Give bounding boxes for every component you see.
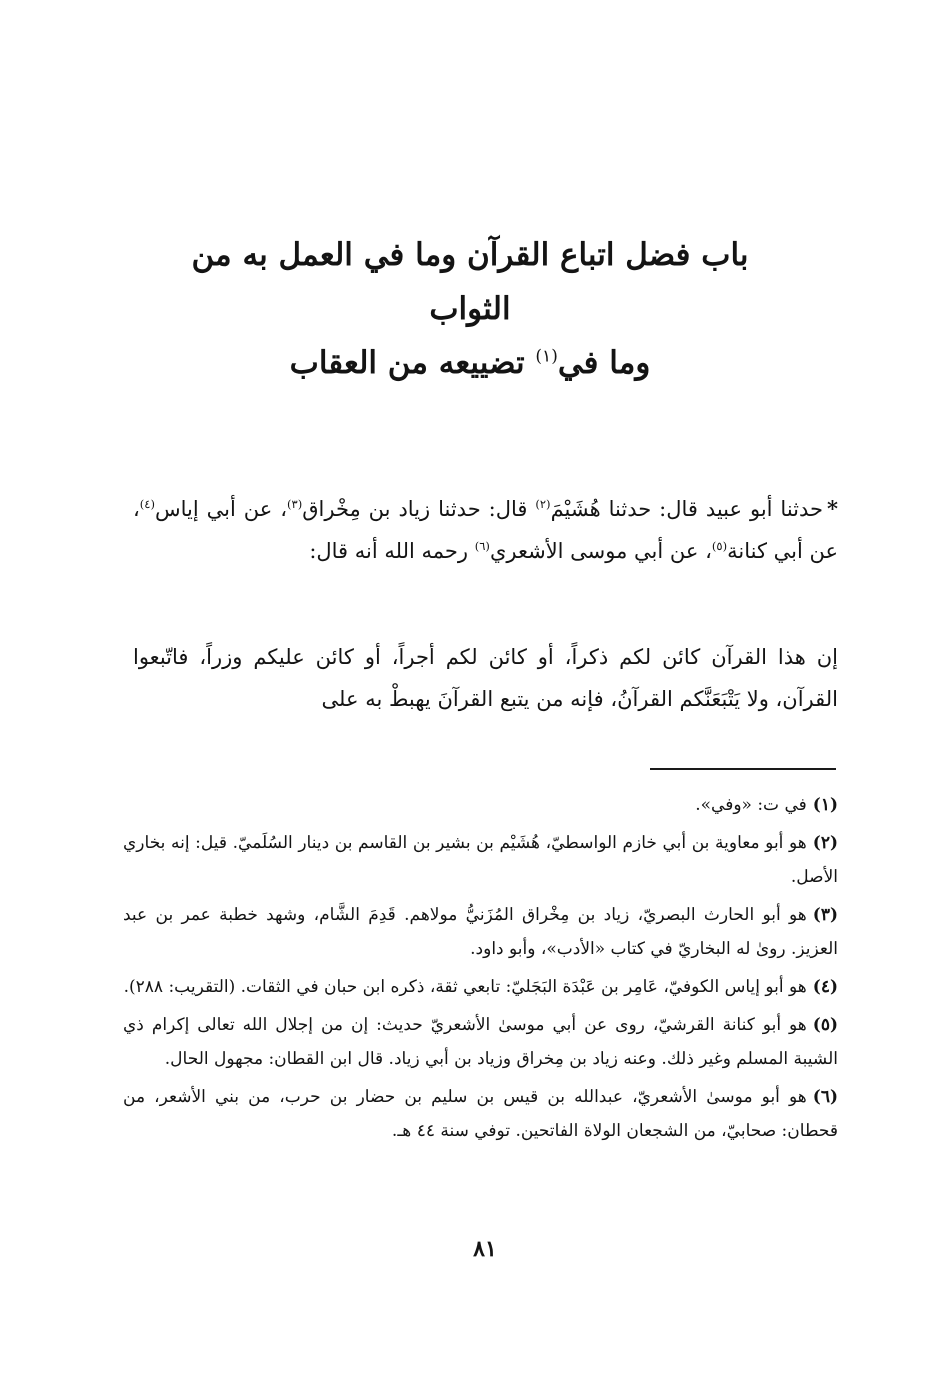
footnote-separator (650, 768, 836, 770)
footnote-3 (123, 898, 838, 966)
footnote-number: (٦) (812, 1087, 838, 1107)
footnote-number: (١) (812, 795, 838, 815)
footnote-text: هو أبو كنانة القرشيّ، روى عن أبي موسىٰ الأشعريّ حديث: إن من إجلال الله تعالى إكرام ذي الشيبة المسلم وغير ذلك. وعنه زياد بن مِخراق وزياد بن أبي زياد. قال ابن القطان: مجهول الحال. (123, 1015, 838, 1069)
footnote-5 (123, 1008, 838, 1076)
footnote-number: (٣) (812, 905, 838, 925)
footnote-2 (123, 826, 838, 894)
footnote-number: (٤) (812, 977, 838, 997)
chapter-title-line-2 (150, 336, 790, 390)
footnote-ref-3: (٣) (287, 497, 303, 511)
footnote-number: (٢) (812, 833, 838, 853)
footnotes-section (123, 788, 838, 1152)
isnad-part-5: ، عن أبي موسى الأشعري (489, 539, 712, 563)
footnote-number: (٥) (812, 1015, 838, 1035)
footnote-6 (123, 1080, 838, 1148)
footnote-text: هو أبو معاوية بن أبي خازم الواسطيّ، هُشَيْم بن بشير بن القاسم بن دينار السُلَميّ. قيل: إنه بخاري الأصل. (123, 833, 838, 887)
page-number: ٨١ (473, 1236, 497, 1262)
chapter-title (150, 228, 790, 390)
isnad-paragraph (133, 488, 838, 572)
isnad-part-6: رحمه الله أنه قال: (309, 539, 475, 563)
footnote-4 (123, 970, 838, 1004)
footnote-text: هو أبو الحارث البصريّ، زياد بن مِخْراق المُزَنيُّ مولاهم. قَدِمَ الشَّام، وشهد خطبة عمر بن عبد العزيز. روىٰ له البخاريّ في كتاب «الأدب»، وأبو داود. (123, 905, 838, 959)
chapter-title-line-2-end: تضييعه من العقاب (289, 345, 536, 381)
footnote-ref-2: (٢) (535, 497, 551, 511)
footnote-1 (123, 788, 838, 822)
footnote-ref-1: (١) (535, 346, 558, 367)
chapter-title-line-1: باب فضل اتباع القرآن وما في العمل به من الثواب (191, 237, 749, 327)
footnote-text: هو أبو موسىٰ الأشعريّ، عبدالله بن قيس بن سليم بن حضار بن حرب، من بني الأشعر، من قحطان: صحابيّ، من الشجعان الولاة الفاتحين. توفي سنة ٤٤ هـ. (123, 1087, 838, 1141)
isnad-part-2: قال: حدثنا زياد بن مِخْراق (302, 497, 536, 521)
chapter-title-line-2-start: وما في (557, 345, 651, 381)
isnad-part-4: ، عن أبي كنانة (133, 497, 838, 563)
footnote-text: هو أبو إياس الكوفيّ، عَامِر بن عَبْدَة البَجَليّ: تابعي ثقة، ذكره ابن حبان في الثقات. (التقريب: ٢٨٨). (123, 977, 807, 997)
isnad-part-1: حدثنا أبو عبيد قال: حدثنا هُشَيْمَ (550, 497, 824, 521)
footnote-ref-6: (٦) (474, 539, 490, 553)
footnote-text: في ت: «وفي». (695, 795, 807, 815)
matn-paragraph: إن هذا القرآن كائن لكم ذكراً، أو كائن لكم أجراً، أو كائن عليكم وزراً، فاتّبعوا القرآن، ولا يَتْبَعَنَّكم القرآنُ، فإنه من يتبع القرآنَ يهبطْ به على (133, 645, 838, 711)
footnote-ref-4: (٤) (139, 497, 156, 511)
footnote-ref-5: (٥) (711, 539, 728, 553)
star-marker: * (827, 496, 839, 521)
isnad-part-3: ، عن أبي إياس (155, 497, 287, 521)
